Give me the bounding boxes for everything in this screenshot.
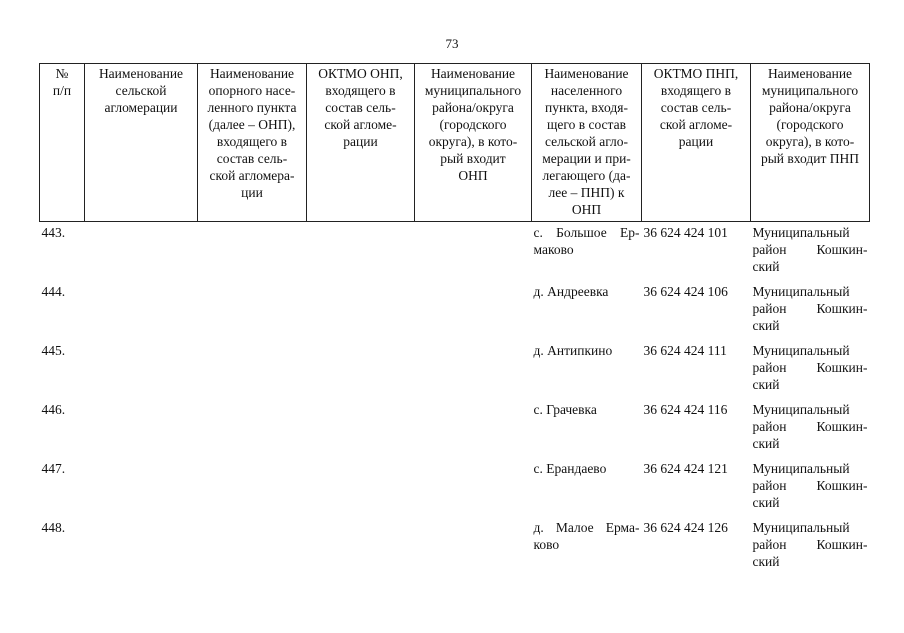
- pnp-name-line: с. Большое Ер-: [533, 225, 640, 240]
- agglomeration-name-cell: [85, 517, 198, 576]
- pnp-district-line: ский: [752, 259, 780, 274]
- onp-name-cell: [198, 281, 307, 340]
- header-line: ской агломе-: [324, 117, 397, 132]
- pnp-name-line: с. Ерандаево: [533, 461, 607, 476]
- onp-name-cell: [198, 222, 307, 282]
- header-line: Наименование: [767, 66, 853, 81]
- pnp-name-line: д. Антипкино: [533, 343, 613, 358]
- header-line: лее – ПНП) к: [548, 185, 625, 200]
- pnp-name-cell: [532, 281, 642, 340]
- onp-name-cell: [198, 340, 307, 399]
- row-number: 448.: [41, 520, 66, 535]
- agglomeration-name-cell: [85, 222, 198, 282]
- header-line: агломерации: [104, 100, 178, 115]
- page-number: 73: [445, 36, 459, 51]
- header-line: муниципального: [424, 83, 522, 98]
- header-line: района/округа: [432, 100, 514, 115]
- pnp-district-cell: [751, 222, 870, 282]
- header-number: [40, 64, 85, 222]
- header-pnp-district: [751, 64, 870, 222]
- pnp-name-cell: [532, 399, 642, 458]
- pnp-district-cell: [751, 517, 870, 576]
- pnp-district-line: Муниципальный: [752, 520, 850, 535]
- header-line: п/п: [52, 83, 72, 98]
- pnp-name-cell: [532, 222, 642, 282]
- pnp-name-line: маково: [533, 242, 574, 257]
- header-line: района/округа: [769, 100, 851, 115]
- pnp-district-line: ский: [752, 554, 780, 569]
- header-pnp-name: [532, 64, 642, 222]
- agglomeration-name-cell: [85, 458, 198, 517]
- header-line: ции: [241, 185, 263, 200]
- header-line: (городского: [439, 117, 507, 132]
- oktmo-onp-cell: [307, 399, 415, 458]
- header-line: состав сель-: [660, 100, 732, 115]
- pnp-name-cell: [532, 458, 642, 517]
- onp-district-cell: [415, 458, 532, 517]
- table-row: [40, 399, 870, 458]
- oktmo-onp-cell: [307, 517, 415, 576]
- header-line: ОКТМО ПНП,: [653, 66, 739, 81]
- pnp-district-cell: [751, 399, 870, 458]
- header-line: рый входит ПНП: [760, 151, 859, 166]
- header-agglomeration-name: [85, 64, 198, 222]
- header-line: состав сель-: [216, 151, 288, 166]
- table-body: [40, 222, 870, 577]
- pnp-district-line: район Кошкин-: [752, 537, 868, 552]
- pnp-district-line: Муниципальный: [752, 402, 850, 417]
- header-line: муниципального: [761, 83, 859, 98]
- header-line: округа), в кото-: [428, 134, 518, 149]
- onp-district-cell: [415, 340, 532, 399]
- table-row: [40, 517, 870, 576]
- header-line: опорного насе-: [208, 83, 296, 98]
- header-line: ской агломе-: [659, 117, 733, 132]
- pnp-district-line: район Кошкин-: [752, 419, 868, 434]
- pnp-district-line: район Кошкин-: [752, 478, 868, 493]
- pnp-district-line: ский: [752, 436, 780, 451]
- header-line: сельской агло-: [544, 134, 629, 149]
- row-number: 444.: [41, 284, 66, 299]
- header-line: Наименование: [98, 66, 184, 81]
- agglomeration-table: [39, 63, 870, 576]
- oktmo-pnp-cell: 36 624 424 106: [643, 284, 728, 299]
- header-line: рации: [343, 134, 378, 149]
- pnp-name-cell: [532, 340, 642, 399]
- header-line: входящего в: [216, 134, 288, 149]
- pnp-district-cell: [751, 281, 870, 340]
- pnp-name-line: д. Малое Ерма-: [533, 520, 640, 535]
- header-line: ленного пункта: [207, 100, 297, 115]
- agglomeration-name-cell: [85, 281, 198, 340]
- header-line: ОКТМО ОНП,: [318, 66, 403, 81]
- header-line: №: [55, 66, 69, 81]
- onp-district-cell: [415, 281, 532, 340]
- onp-district-cell: [415, 222, 532, 282]
- header-line: Наименование: [430, 66, 516, 81]
- header-line: ОНП: [458, 168, 488, 183]
- header-onp-name: [198, 64, 307, 222]
- pnp-district-line: ский: [752, 495, 780, 510]
- pnp-name-line: ково: [533, 537, 560, 552]
- oktmo-pnp-cell: 36 624 424 101: [643, 225, 728, 240]
- header-oktmo-onp: [307, 64, 415, 222]
- header-line: населенного: [550, 83, 623, 98]
- header-onp-district: [415, 64, 532, 222]
- oktmo-pnp-cell: 36 624 424 126: [643, 520, 728, 535]
- table-row: [40, 281, 870, 340]
- row-number: 445.: [41, 343, 66, 358]
- pnp-district-line: район Кошкин-: [752, 242, 868, 257]
- header-line: ской агломера-: [209, 168, 295, 183]
- pnp-name-line: д. Андреевка: [533, 284, 609, 299]
- header-oktmo-pnp: [642, 64, 751, 222]
- oktmo-onp-cell: [307, 222, 415, 282]
- oktmo-pnp-cell: 36 624 424 121: [643, 461, 728, 476]
- table-row: [40, 340, 870, 399]
- agglomeration-name-cell: [85, 340, 198, 399]
- pnp-district-cell: [751, 340, 870, 399]
- header-line: округа), в кото-: [765, 134, 855, 149]
- pnp-district-line: район Кошкин-: [752, 360, 868, 375]
- pnp-district-cell: [751, 458, 870, 517]
- header-line: входящего в: [325, 83, 396, 98]
- header-line: Наименование: [209, 66, 295, 81]
- onp-name-cell: [198, 399, 307, 458]
- header-line: легающего (да-: [542, 168, 631, 183]
- oktmo-onp-cell: [307, 340, 415, 399]
- pnp-name-cell: [532, 517, 642, 576]
- pnp-district-line: Муниципальный: [752, 343, 850, 358]
- pnp-district-line: ский: [752, 318, 780, 333]
- pnp-district-line: район Кошкин-: [752, 301, 868, 316]
- oktmo-pnp-cell: 36 624 424 111: [643, 343, 727, 358]
- header-line: (городского: [776, 117, 844, 132]
- onp-name-cell: [198, 458, 307, 517]
- header-line: состав сель-: [325, 100, 396, 115]
- header-line: (далее – ОНП),: [208, 117, 296, 132]
- row-number: 446.: [41, 402, 66, 417]
- header-line: рый входит: [440, 151, 506, 166]
- header-line: Наименование: [544, 66, 629, 81]
- pnp-name-line: с. Грачевка: [533, 402, 597, 417]
- header-row: [40, 64, 870, 222]
- header-line: мерации и при-: [542, 151, 631, 166]
- oktmo-onp-cell: [307, 458, 415, 517]
- pnp-district-line: Муниципальный: [752, 461, 850, 476]
- pnp-district-line: ский: [752, 377, 780, 392]
- onp-district-cell: [415, 517, 532, 576]
- header-line: пункта, входя-: [545, 100, 628, 115]
- onp-name-cell: [198, 517, 307, 576]
- agglomeration-name-cell: [85, 399, 198, 458]
- table-row: [40, 458, 870, 517]
- pnp-district-line: Муниципальный: [752, 225, 850, 240]
- table-row: [40, 222, 870, 282]
- header-line: ОНП: [571, 202, 602, 217]
- header-line: сельской: [115, 83, 167, 98]
- header-line: рации: [678, 134, 714, 149]
- onp-district-cell: [415, 399, 532, 458]
- row-number: 447.: [41, 461, 66, 476]
- pnp-district-line: Муниципальный: [752, 284, 850, 299]
- oktmo-pnp-cell: 36 624 424 116: [643, 402, 728, 417]
- oktmo-onp-cell: [307, 281, 415, 340]
- header-line: щего в состав: [547, 117, 626, 132]
- header-line: входящего в: [660, 83, 732, 98]
- row-number: 443.: [41, 225, 66, 240]
